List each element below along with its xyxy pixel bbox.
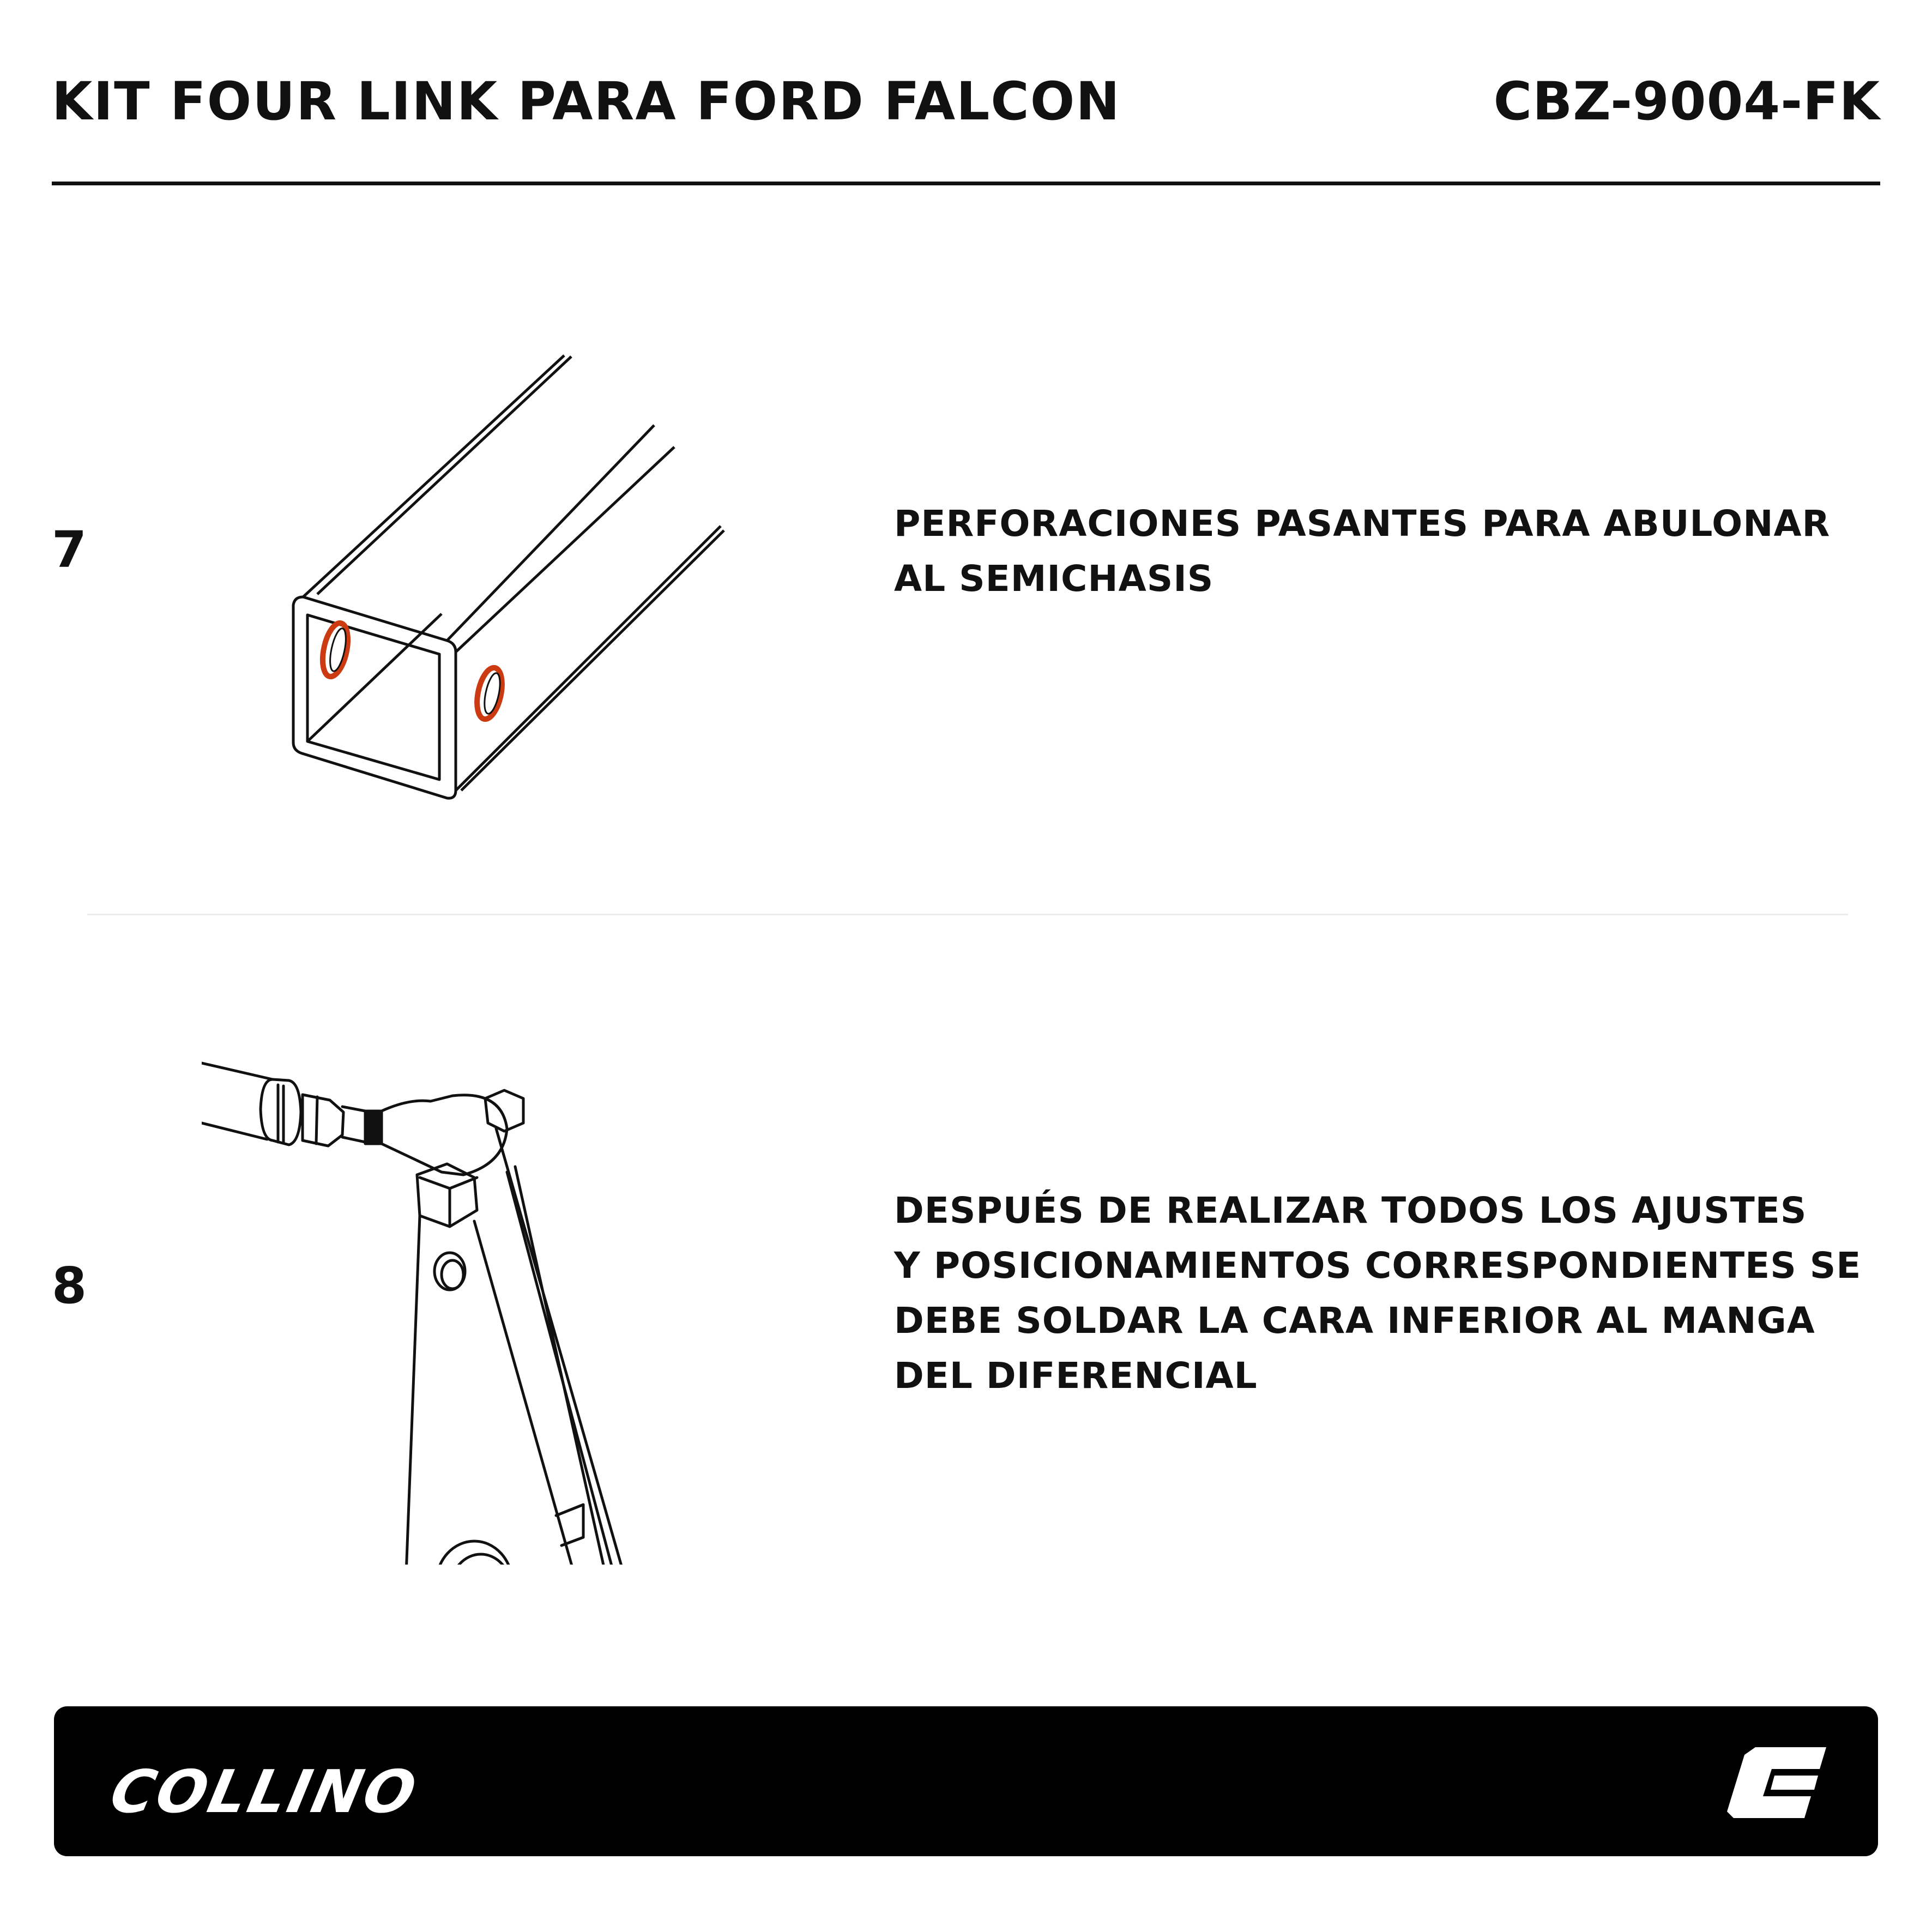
collino-c-icon <box>1723 1742 1832 1824</box>
step-8-line-2: Y POSICIONAMIENTOS CORRESPONDIENTES SE <box>894 1245 1862 1287</box>
section-divider <box>87 914 1848 915</box>
rod-end-bracket-illustration <box>202 1047 671 1565</box>
highlighted-holes <box>318 621 506 722</box>
step-number-8: 8 <box>52 1257 87 1315</box>
page-title: KIT FOUR LINK PARA FORD FALCON <box>52 71 1121 132</box>
step-7-line-2: AL SEMICHASIS <box>894 558 1214 600</box>
step-7-line-1: PERFORACIONES PASANTES PARA ABULONAR <box>894 503 1831 545</box>
step-8-description <box>894 1183 1862 1403</box>
step-8-line-1: DESPUÉS DE REALIZAR TODOS LOS AJUSTES <box>894 1190 1807 1231</box>
square-tube-illustration <box>283 349 763 812</box>
step-8-line-4: DEL DIFERENCIAL <box>894 1355 1258 1397</box>
brand-logo: COLLINO <box>104 1758 424 1826</box>
product-code: CBZ-9004-FK <box>1493 71 1880 132</box>
header-divider <box>52 182 1880 185</box>
step-7-description <box>894 496 1831 606</box>
step-number-7: 7 <box>52 521 87 579</box>
step-8-line-3: DEBE SOLDAR LA CARA INFERIOR AL MANGA <box>894 1300 1815 1342</box>
